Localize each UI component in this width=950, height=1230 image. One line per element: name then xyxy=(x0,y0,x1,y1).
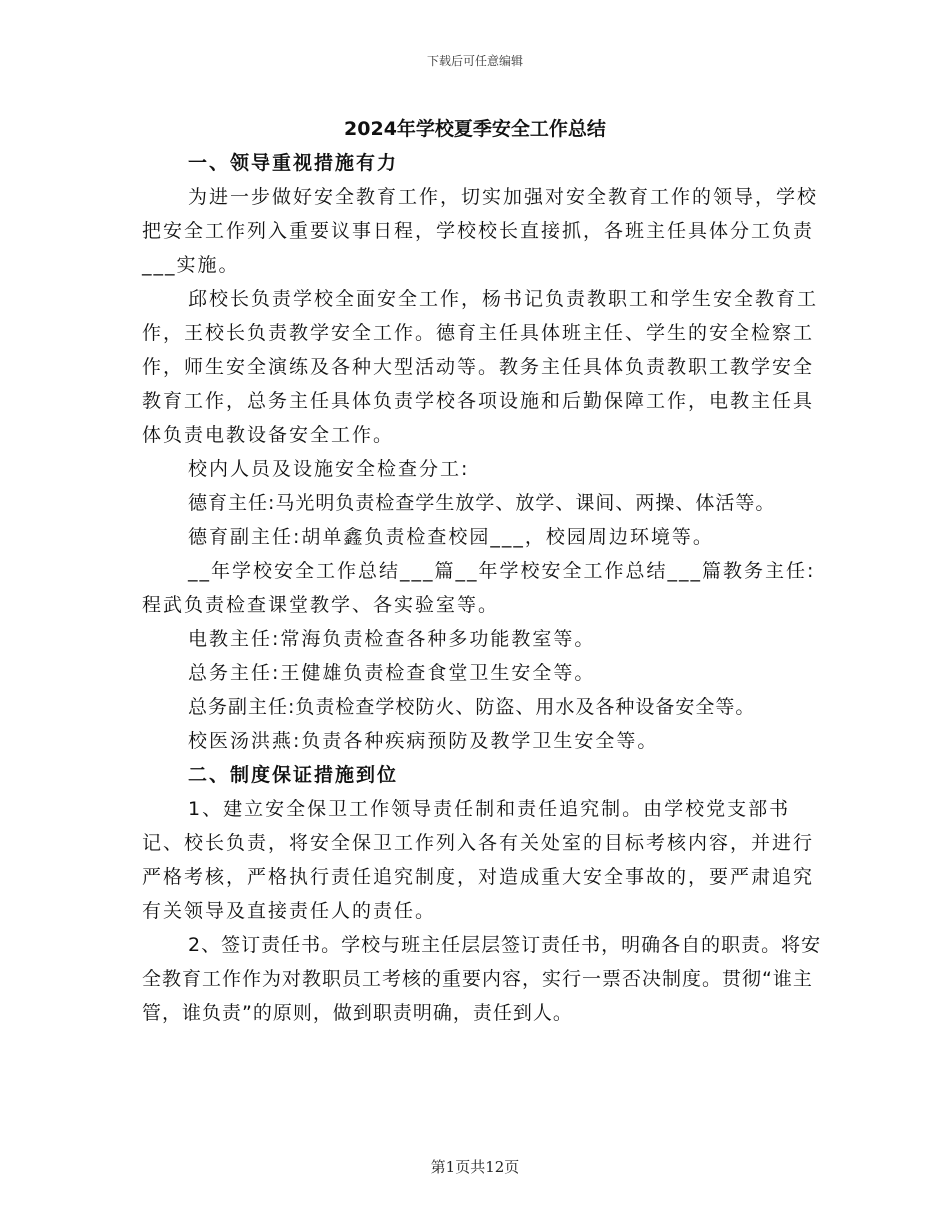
paragraph: __年学校安全工作总结___篇__年学校安全工作总结___篇教务主任:程武负责检查课堂教学、各实验室等。 xyxy=(142,560,816,616)
paragraph: 校内人员及设施安全检查分工: xyxy=(188,458,470,480)
paragraph: 总务主任:王健雄负责检查食堂卫生安全等。 xyxy=(188,662,596,684)
paragraph: 德育主任:马光明负责检查学生放学、放学、课间、两操、体活等。 xyxy=(188,492,776,514)
page-footer: 第1页共12页 xyxy=(430,1158,520,1176)
section-heading: 一、领导重视措施有力 xyxy=(188,152,399,174)
document-title: 2024年学校夏季安全工作总结 xyxy=(344,118,606,140)
paragraph: 电教主任:常海负责检查各种多功能教室等。 xyxy=(188,628,596,650)
paragraph: 1、建立安全保卫工作领导责任制和责任追究制。由学校党支部书记、校长负责，将安全保卫工作列入各有关处室的目标考核内容，并进行严格考核，严格执行责任追究制度，对造成重大安全事故的，要严肃追究有关领导及直接责任人的责任。 xyxy=(142,798,815,922)
paragraph: 总务副主任:负责检查学校防火、防盗、用水及各种设备安全等。 xyxy=(188,696,756,718)
page-header: 下载后可任意编辑 xyxy=(426,54,523,68)
document-body xyxy=(142,146,822,1030)
paragraph: 校医汤洪燕:负责各种疾病预防及教学卫生安全等。 xyxy=(188,730,659,752)
paragraph: 2、签订责任书。学校与班主任层层签订责任书，明确各自的职责。将安全教育工作作为对教职员工考核的重要内容，实行一票否决制度。贯彻“谁主管，谁负责”的原则，做到职责明确，责任到人。 xyxy=(142,934,822,1024)
paragraph: 邱校长负责学校全面安全工作，杨书记负责教职工和学生安全教育工作，王校长负责教学安全工作。德育主任具体班主任、学生的安全检察工作，师生安全演练及各种大型活动等。教务主任具体负责教职工教学安全教育工作，总务主任具体负责学校各项设施和后勤保障工作，电教主任具体负责电教设备安全工作。 xyxy=(142,288,819,446)
paragraph: 德育副主任:胡单鑫负责检查校园___，校园周边环境等。 xyxy=(188,526,714,548)
paragraph: 为进一步做好安全教育工作，切实加强对安全教育工作的领导，学校把安全工作列入重要议事日程，学校校长直接抓，各班主任具体分工负责___实施。 xyxy=(142,186,819,276)
section-heading: 二、制度保证措施到位 xyxy=(188,764,399,786)
